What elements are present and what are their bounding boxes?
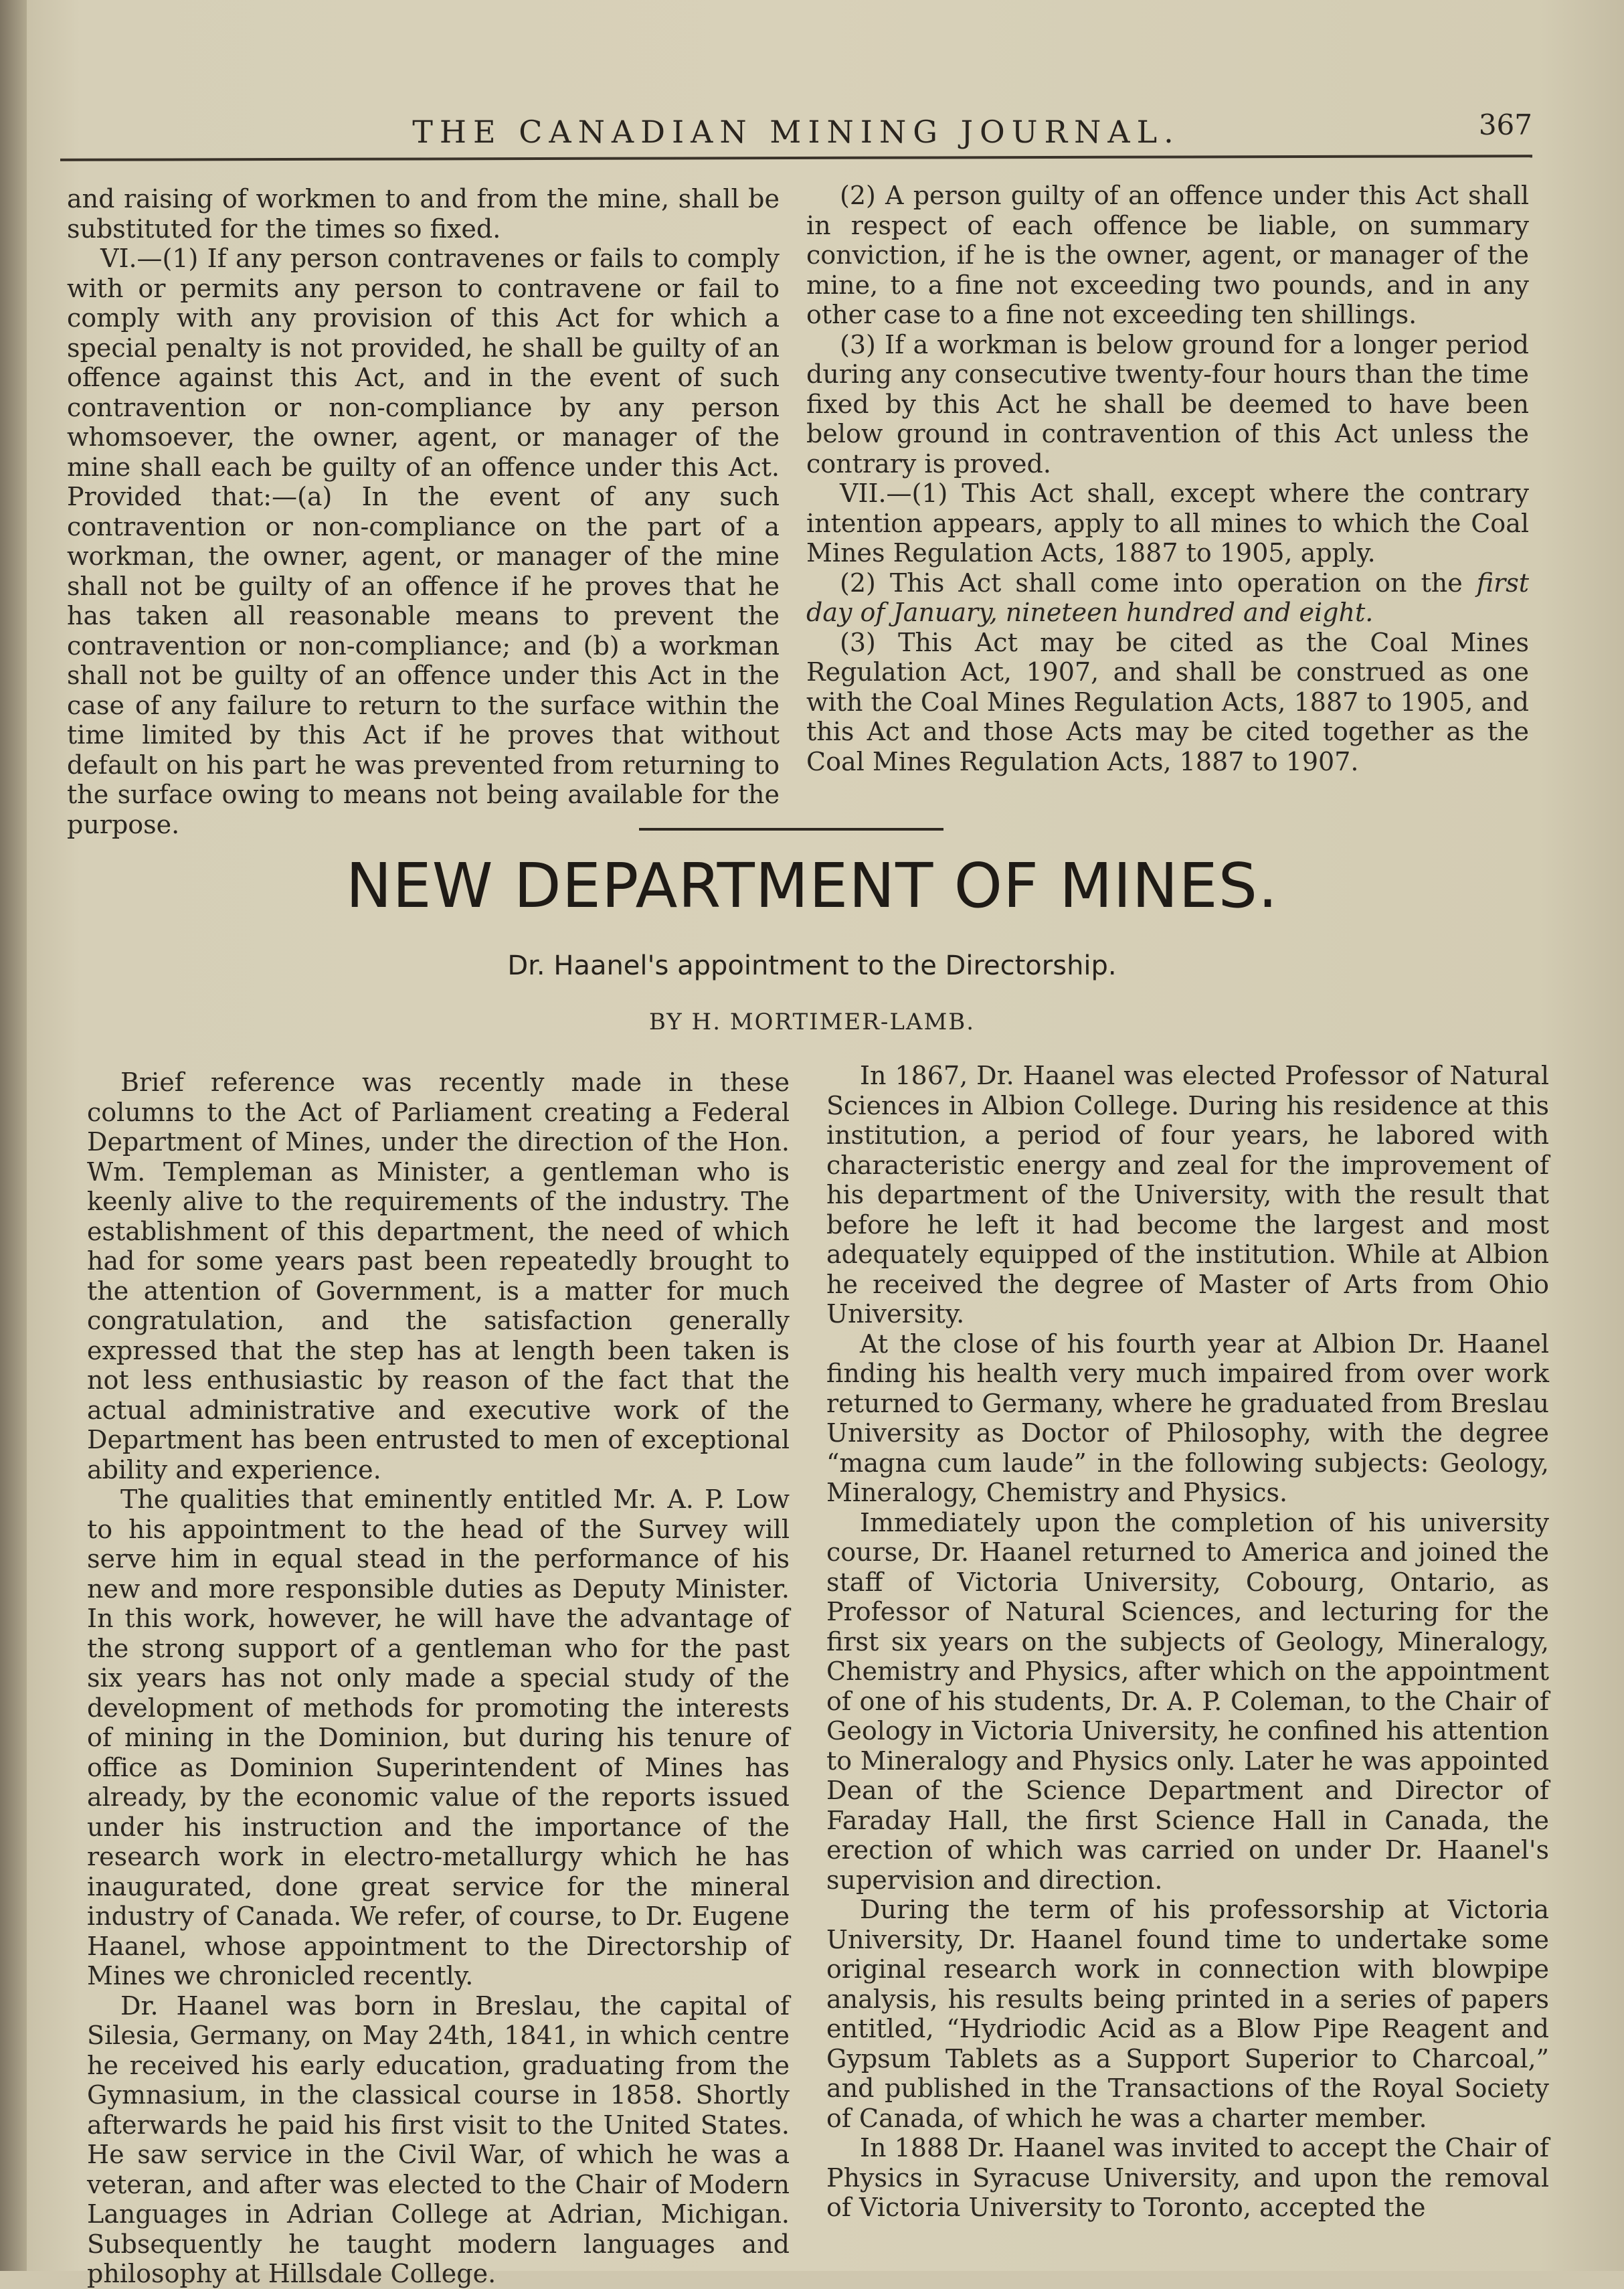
article-headline: NEW DEPARTMENT OF MINES. [345, 850, 1279, 922]
act-paragraph: VII.—(1) This Act shall, except where the contrary intention appears, apply to all mines to which the Coal Mines Regulation Acts, 1887 to 1905, apply. [806, 479, 1529, 568]
article-right-column [826, 1061, 1549, 2223]
article-paragraph: At the close of his fourth year at Albion Dr. Haanel finding his health very much impaired from over work returned to Germany, where he graduated from Breslau University as Doctor of Philosophy, with the degree “magna cum laude” in the following subjects: Geology, Mineralogy, Chemistry and Physics. [826, 1329, 1549, 1507]
act-paragraph: (2) A person guilty of an offence under this Act shall in respect of each offence be liable, on summary conviction, if he is the owner, agent, or manager of the mine, to a fine not exceeding two pounds, and in any other case to a fine not exceeding ten shillings. [806, 181, 1529, 329]
section-divider [639, 828, 943, 831]
page-header [60, 100, 1532, 161]
act-paragraph [806, 568, 1529, 628]
act-paragraph-text: (2) This Act shall come into operation on the [840, 568, 1477, 598]
article-paragraph: In 1867, Dr. Haanel was elected Professor of Natural Sciences in Albion College. During his residence at this institution, a period of four years, he labored with characteristic energy and zeal for the improvement of his department of the University, with the result that before he left it had become the largest and most adequately equipped of the institution. While at Albion he received the degree of Master of Arts from Ohio University. [826, 1061, 1549, 1329]
article-paragraph: Brief reference was recently made in these columns to the Act of Parliament creating a Federal Department of Mines, under the direction of the Hon. Wm. Templeman as Minister, a gentleman who is keenly alive to the requirements of the industry. The establishment of this department, the need of which had for some years past been repeatedly brought to the attention of Government, is a matter for much congratulation, and the satisfaction generally expressed that the step has at length been taken is not less enthusiastic by reason of the fact that the actual administrative and executive work of the Department has been entrusted to men of exceptional ability and experience. [87, 1068, 790, 1485]
act-paragraph: and raising of workmen to and from the mine, shall be substituted for the times so fixed. [67, 184, 780, 244]
article-paragraph: Dr. Haanel was born in Breslau, the capital of Silesia, Germany, on May 24th, 1841, in which centre he received his early education, graduating from the Gymnasium, in the classical course in 1858. Shortly afterwards he paid his first visit to the United States. He saw service in the Civil War, of which he was a veteran, and after was elected to the Chair of Modern Languages in Adrian College at Adrian, Michigan. Subsequently he taught modern languages and philosophy at Hillsdale College. [87, 1990, 790, 2288]
header-rule [60, 155, 1532, 161]
page-binding-shadow [0, 0, 27, 2271]
article-paragraph: In 1888 Dr. Haanel was invited to accept the Chair of Physics in Syracuse University, and upon the removal of Victoria University to Toronto, accepted the [826, 2133, 1549, 2222]
act-right-column [806, 181, 1529, 776]
running-title: THE CANADIAN MINING JOURNAL. [412, 114, 1180, 150]
page-number: 367 [1478, 108, 1532, 141]
act-paragraph: (3) If a workman is below ground for a longer period during any consecutive twenty-four hours than the time fixed by this Act he shall be deemed to have been below ground in contravention of this Act unless the contrary is proved. [806, 329, 1529, 479]
article-paragraph: Immediately upon the completion of his university course, Dr. Haanel returned to America and joined the staff of Victoria University, Cobourg, Ontario, as Professor of Natural Sciences, and lecturing for the first six years on the subjects of Geology, Mineralogy, Chemistry and Physics, after which on the appointment of one of his students, Dr. A. P. Coleman, to the Chair of Geology in Victoria University, he confined his attention to Mineralogy and Physics only. Later he was appointed Dean of the Science Department and Director of Faraday Hall, the first Science Hall in Canada, the erection of which was carried on under Dr. Haanel's supervision and direction. [826, 1507, 1549, 1895]
article-byline: BY H. MORTIMER-LAMB. [648, 1009, 976, 1035]
act-paragraph: (3) This Act may be cited as the Coal Mines Regulation Act, 1907, and shall be construed as one with the Coal Mines Regulation Acts, 1887 to 1905, and this Act and those Acts may be cited together as the Coal Mines Regulation Acts, 1887 to 1907. [806, 627, 1529, 776]
act-paragraph: VI.—(1) If any person contravenes or fails to comply with or permits any person to contravene or fail to comply with any provision of this Act for which a special penalty is not provided, he shall be guilty of an offence against this Act, and in the event of such contravention or non-compliance by any person whomsoever, the owner, agent, or manager of the mine shall each be guilty of an offence under this Act. Provided that:—(a) In the event of any such contravention or non-compliance on the part of a workman, the owner, agent, or manager of the mine shall not be guilty of an offence if he proves that he has taken all reasonable means to prevent the contravention or non-compliance; and (b) a workman shall not be guilty of an offence under this Act in the case of any failure to return to the surface within the time limited by this Act if he proves that without default on his part he was prevented from returning to the surface owing to means not being available for the purpose. [67, 244, 780, 839]
act-left-column [67, 184, 780, 839]
article-paragraph: The qualities that eminently entitled Mr. A. P. Low to his appointment to the head of the Survey will serve him in equal stead in the performance of his new and more responsible duties as Deputy Minister. In this work, however, he will have the advantage of the strong support of a gentleman who for the past six years has not only made a special study of the development of methods for promoting the interests of mining in the Dominion, but during his tenure of office as Dominion Superintendent of Mines has already, by the economic value of the reports issued under his instruction and the importance of the research work in electro-metallurgy which he has inaugurated, done great service for the mineral industry of Canada. We refer, of course, to Dr. Eugene Haanel, whose appointment to the Directorship of Mines we chronicled recently. [87, 1485, 790, 1990]
article-left-column [87, 1068, 790, 2289]
article-paragraph: During the term of his professorship at Victoria University, Dr. Haanel found time to undertake some original research work in connection with blowpipe analysis, his results being printed in a series of papers entitled, “Hydriodic Acid as a Blow Pipe Reagent and Gypsum Tablets as a Support Superior to Charcoal,” and published in the Transactions of the Royal Society of Canada, of which he was a charter member. [826, 1895, 1549, 2133]
act-commencement-date: first day of January, nineteen hundred and eight. [806, 568, 1529, 627]
article-subheading: Dr. Haanel's appointment to the Directorship. [507, 950, 1117, 981]
